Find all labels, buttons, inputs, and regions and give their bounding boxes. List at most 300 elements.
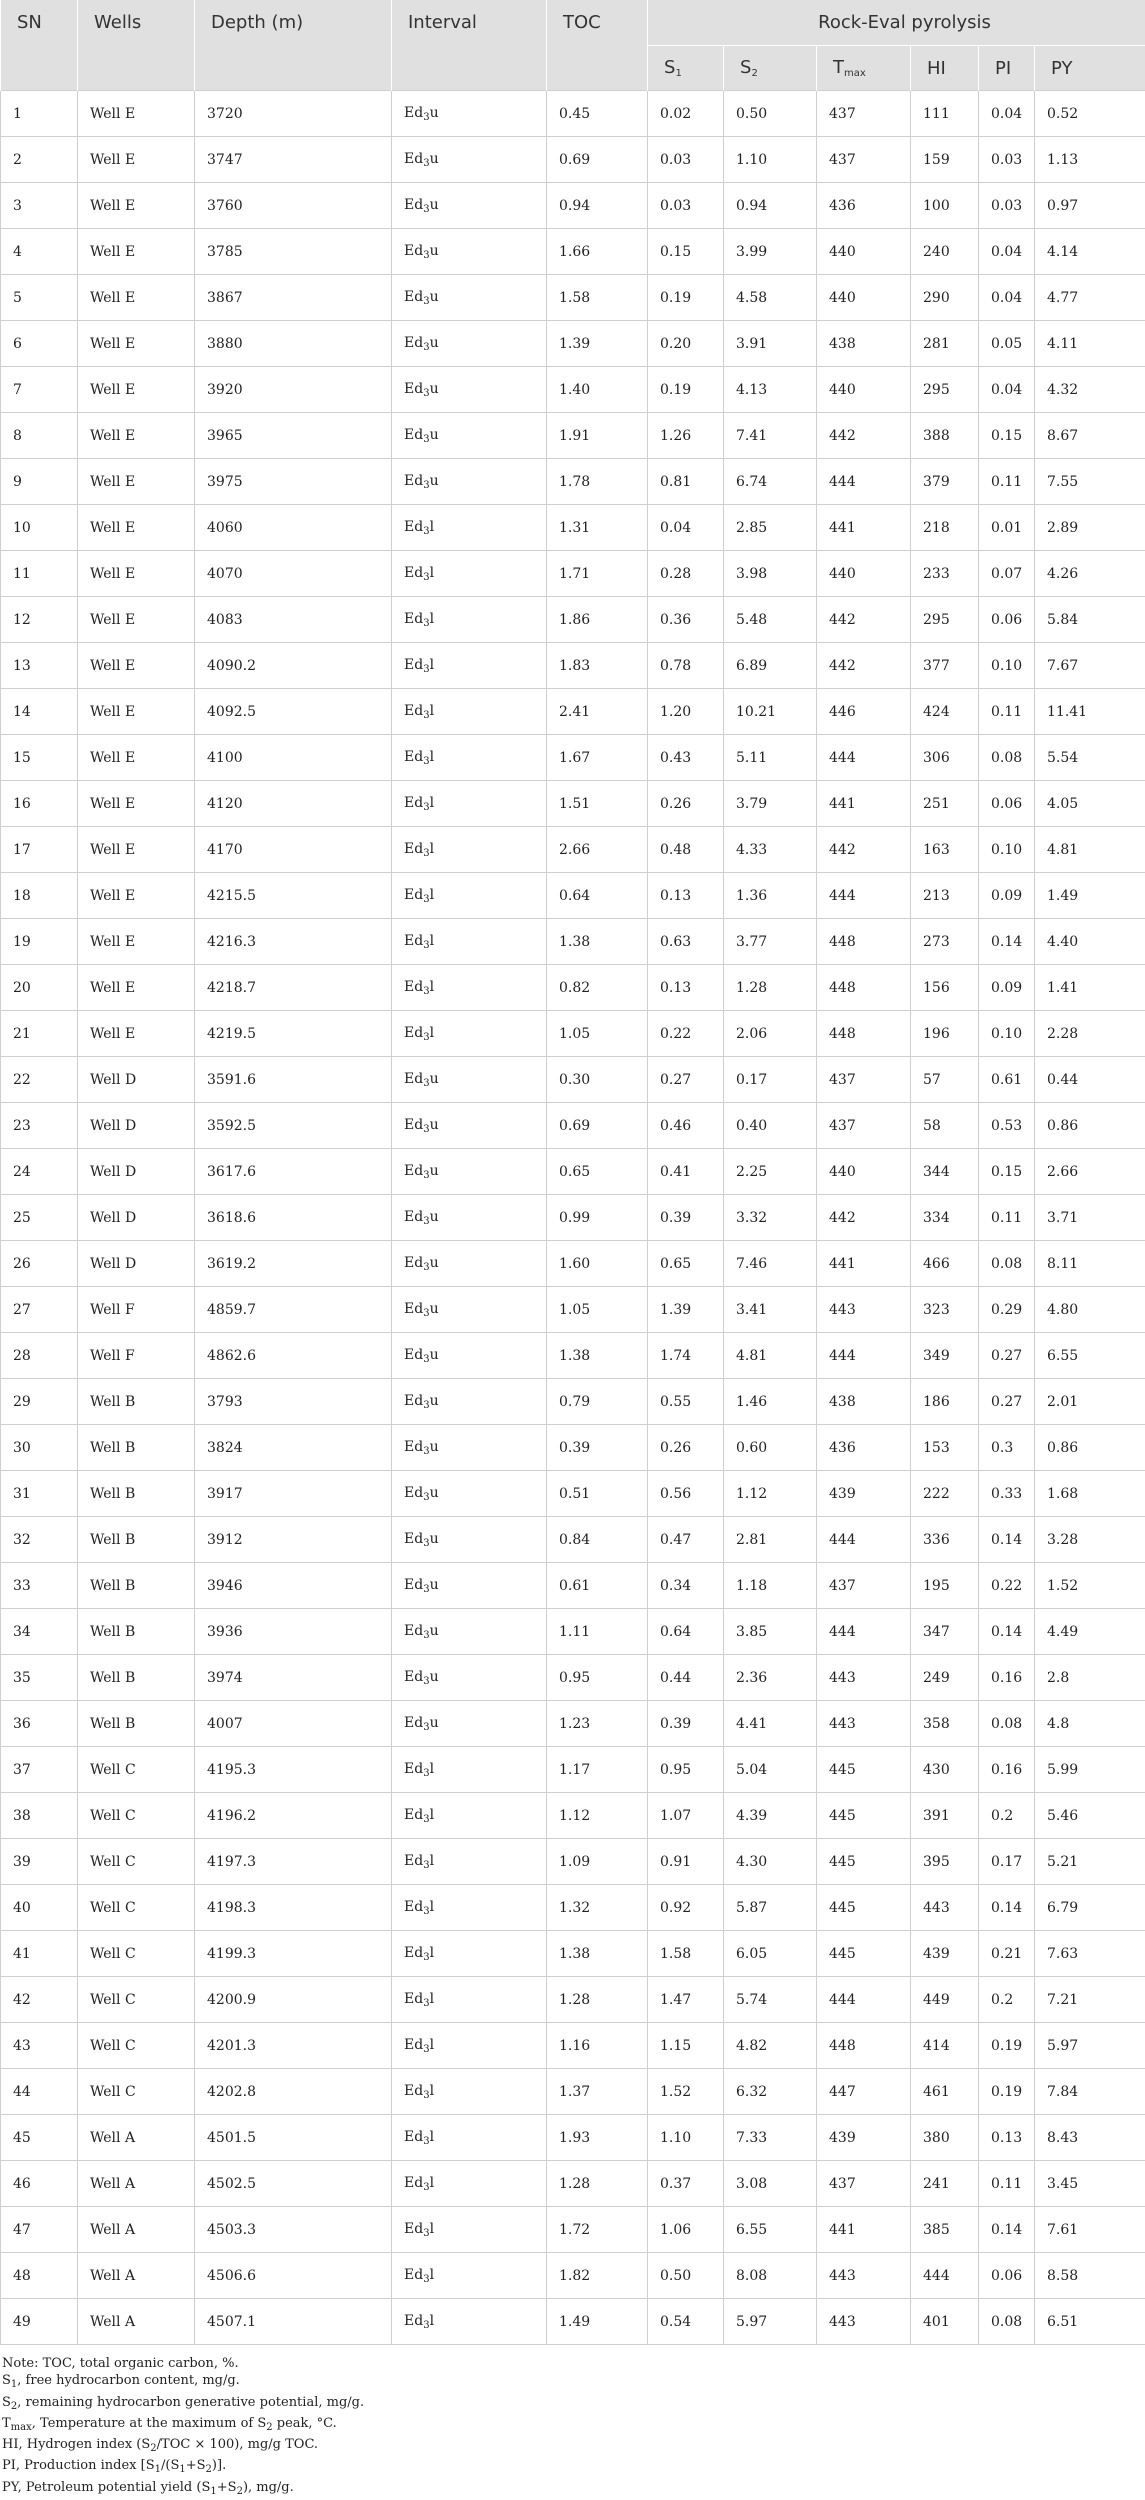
cell-toc: 0.39 [547, 1425, 648, 1471]
cell-hi: 57 [911, 1057, 979, 1103]
cell-s2: 1.36 [724, 873, 817, 919]
cell-s1: 1.06 [648, 2207, 724, 2253]
cell-toc: 1.12 [547, 1793, 648, 1839]
cell-s2: 3.41 [724, 1287, 817, 1333]
cell-py: 8.58 [1035, 2253, 1145, 2299]
cell-interval: $Ed_3u$ [392, 1609, 547, 1655]
cell-well: Well D [78, 1149, 195, 1195]
cell-interval: $Ed_3l$ [392, 1839, 547, 1885]
cell-well: Well E [78, 781, 195, 827]
cell-py: 8.11 [1035, 1241, 1145, 1287]
cell-toc: 1.83 [547, 643, 648, 689]
cell-toc: 0.64 [547, 873, 648, 919]
cell-py: 5.21 [1035, 1839, 1145, 1885]
cell-toc: 1.66 [547, 229, 648, 275]
cell-pi: 0.04 [979, 229, 1035, 275]
cell-well: Well B [78, 1655, 195, 1701]
cell-sn: 5 [1, 275, 78, 321]
table-row [1, 1839, 1145, 1885]
cell-s1: 0.34 [648, 1563, 724, 1609]
cell-pi: 0.10 [979, 643, 1035, 689]
cell-sn: 47 [1, 2207, 78, 2253]
cell-hi: 58 [911, 1103, 979, 1149]
cell-hi: 344 [911, 1149, 979, 1195]
cell-sn: 40 [1, 1885, 78, 1931]
cell-hi: 153 [911, 1425, 979, 1471]
cell-s1: 0.27 [648, 1057, 724, 1103]
cell-well: Well E [78, 597, 195, 643]
cell-depth: 3619.2 [195, 1241, 392, 1287]
cell-py: 7.63 [1035, 1931, 1145, 1977]
cell-toc: 0.94 [547, 183, 648, 229]
cell-tmax: 441 [817, 1241, 911, 1287]
cell-tmax: 444 [817, 1977, 911, 2023]
cell-s1: 0.04 [648, 505, 724, 551]
cell-toc: 2.66 [547, 827, 648, 873]
cell-s1: 0.81 [648, 459, 724, 505]
cell-s1: 0.02 [648, 91, 724, 137]
cell-sn: 44 [1, 2069, 78, 2115]
cell-s1: 0.13 [648, 965, 724, 1011]
cell-interval: $Ed_3l$ [392, 1793, 547, 1839]
cell-interval: $Ed_3u$ [392, 367, 547, 413]
cell-s2: 2.81 [724, 1517, 817, 1563]
cell-sn: 42 [1, 1977, 78, 2023]
cell-toc: 1.93 [547, 2115, 648, 2161]
cell-well: Well E [78, 459, 195, 505]
cell-sn: 46 [1, 2161, 78, 2207]
cell-s2: 2.85 [724, 505, 817, 551]
cell-interval: $Ed_3u$ [392, 1149, 547, 1195]
cell-py: 5.99 [1035, 1747, 1145, 1793]
table-row [1, 1195, 1145, 1241]
cell-hi: 273 [911, 919, 979, 965]
cell-pi: 0.04 [979, 275, 1035, 321]
cell-interval: $Ed_3l$ [392, 735, 547, 781]
cell-sn: 41 [1, 1931, 78, 1977]
cell-s1: 0.47 [648, 1517, 724, 1563]
cell-pi: 0.11 [979, 2161, 1035, 2207]
cell-py: 2.28 [1035, 1011, 1145, 1057]
table-row [1, 1011, 1145, 1057]
cell-depth: 3880 [195, 321, 392, 367]
cell-s1: 1.26 [648, 413, 724, 459]
cell-hi: 295 [911, 597, 979, 643]
cell-py: 6.55 [1035, 1333, 1145, 1379]
table-row [1, 1471, 1145, 1517]
cell-interval: $Ed_3l$ [392, 2115, 547, 2161]
cell-s2: 8.08 [724, 2253, 817, 2299]
cell-interval: $Ed_3u$ [392, 1379, 547, 1425]
cell-s2: 7.41 [724, 413, 817, 459]
cell-toc: 0.82 [547, 965, 648, 1011]
cell-tmax: 437 [817, 1057, 911, 1103]
cell-hi: 414 [911, 2023, 979, 2069]
cell-sn: 30 [1, 1425, 78, 1471]
cell-toc: 0.99 [547, 1195, 648, 1241]
cell-s1: 0.19 [648, 275, 724, 321]
cell-well: Well A [78, 2161, 195, 2207]
table-row [1, 275, 1145, 321]
cell-s1: 1.20 [648, 689, 724, 735]
cell-s1: 0.03 [648, 137, 724, 183]
cell-well: Well B [78, 1563, 195, 1609]
cell-s2: 6.55 [724, 2207, 817, 2253]
cell-well: Well E [78, 689, 195, 735]
cell-py: 5.54 [1035, 735, 1145, 781]
cell-s2: 7.33 [724, 2115, 817, 2161]
cell-tmax: 443 [817, 1655, 911, 1701]
cell-s2: 0.40 [724, 1103, 817, 1149]
cell-s2: 3.79 [724, 781, 817, 827]
cell-pi: 0.3 [979, 1425, 1035, 1471]
cell-well: Well C [78, 2069, 195, 2115]
cell-toc: 1.60 [547, 1241, 648, 1287]
cell-tmax: 448 [817, 965, 911, 1011]
table-row [1, 781, 1145, 827]
cell-toc: 0.69 [547, 137, 648, 183]
cell-pi: 0.29 [979, 1287, 1035, 1333]
cell-sn: 19 [1, 919, 78, 965]
cell-well: Well E [78, 505, 195, 551]
cell-depth: 4090.2 [195, 643, 392, 689]
cell-py: 1.41 [1035, 965, 1145, 1011]
cell-py: 4.8 [1035, 1701, 1145, 1747]
cell-pi: 0.09 [979, 873, 1035, 919]
cell-depth: 3618.6 [195, 1195, 392, 1241]
cell-s1: 0.26 [648, 1425, 724, 1471]
cell-well: Well C [78, 2023, 195, 2069]
header-py: PY [1035, 46, 1145, 91]
cell-interval: $Ed_3l$ [392, 597, 547, 643]
cell-toc: 1.28 [547, 1977, 648, 2023]
cell-interval: $Ed_3l$ [392, 1931, 547, 1977]
cell-sn: 8 [1, 413, 78, 459]
cell-py: 0.86 [1035, 1425, 1145, 1471]
cell-py: 1.13 [1035, 137, 1145, 183]
cell-s1: 0.39 [648, 1701, 724, 1747]
cell-s2: 4.58 [724, 275, 817, 321]
cell-tmax: 440 [817, 1149, 911, 1195]
cell-interval: $Ed_3l$ [392, 873, 547, 919]
cell-py: 4.80 [1035, 1287, 1145, 1333]
cell-pi: 0.05 [979, 321, 1035, 367]
cell-py: 0.86 [1035, 1103, 1145, 1149]
cell-s1: 1.07 [648, 1793, 724, 1839]
cell-tmax: 437 [817, 2161, 911, 2207]
cell-toc: 2.41 [547, 689, 648, 735]
cell-s2: 7.46 [724, 1241, 817, 1287]
cell-well: Well C [78, 1839, 195, 1885]
cell-interval: $Ed_3l$ [392, 2161, 547, 2207]
cell-sn: 29 [1, 1379, 78, 1425]
cell-sn: 14 [1, 689, 78, 735]
cell-toc: 1.38 [547, 919, 648, 965]
cell-hi: 233 [911, 551, 979, 597]
cell-interval: $Ed_3l$ [392, 2069, 547, 2115]
cell-depth: 4083 [195, 597, 392, 643]
cell-sn: 32 [1, 1517, 78, 1563]
header-hi: HI [911, 46, 979, 91]
cell-tmax: 439 [817, 2115, 911, 2161]
cell-pi: 0.08 [979, 1241, 1035, 1287]
cell-interval: $Ed_3u$ [392, 137, 547, 183]
cell-s1: 0.63 [648, 919, 724, 965]
cell-py: 1.68 [1035, 1471, 1145, 1517]
cell-pi: 0.14 [979, 1609, 1035, 1655]
cell-interval: $Ed_3l$ [392, 1747, 547, 1793]
cell-pi: 0.19 [979, 2069, 1035, 2115]
cell-sn: 48 [1, 2253, 78, 2299]
cell-hi: 249 [911, 1655, 979, 1701]
cell-s2: 3.99 [724, 229, 817, 275]
cell-depth: 4215.5 [195, 873, 392, 919]
cell-tmax: 440 [817, 275, 911, 321]
table-row [1, 1885, 1145, 1931]
cell-depth: 4862.6 [195, 1333, 392, 1379]
cell-well: Well E [78, 321, 195, 367]
cell-s1: 0.20 [648, 321, 724, 367]
cell-tmax: 447 [817, 2069, 911, 2115]
cell-interval: $Ed_3u$ [392, 1103, 547, 1149]
cell-sn: 11 [1, 551, 78, 597]
cell-sn: 15 [1, 735, 78, 781]
cell-tmax: 440 [817, 367, 911, 413]
note-line: PY, Petroleum potential yield $(S_1+S_2)$, mg/g. [2, 2479, 1145, 2500]
cell-depth: 4859.7 [195, 1287, 392, 1333]
cell-toc: 1.16 [547, 2023, 648, 2069]
note-line: $S_2$, remaining hydrocarbon generative potential, mg/g. [2, 2394, 1145, 2415]
cell-sn: 2 [1, 137, 78, 183]
cell-py: 5.46 [1035, 1793, 1145, 1839]
cell-hi: 196 [911, 1011, 979, 1057]
cell-toc: 1.71 [547, 551, 648, 597]
cell-s2: 5.74 [724, 1977, 817, 2023]
cell-s1: 0.15 [648, 229, 724, 275]
cell-interval: $Ed_3u$ [392, 1287, 547, 1333]
cell-s2: 6.89 [724, 643, 817, 689]
note-line: $S_1$, free hydrocarbon content, mg/g. [2, 2372, 1145, 2393]
cell-toc: 1.09 [547, 1839, 648, 1885]
cell-s2: 1.10 [724, 137, 817, 183]
table-row [1, 367, 1145, 413]
cell-well: Well A [78, 2253, 195, 2299]
cell-tmax: 448 [817, 1011, 911, 1057]
cell-sn: 38 [1, 1793, 78, 1839]
cell-sn: 27 [1, 1287, 78, 1333]
cell-py: 5.84 [1035, 597, 1145, 643]
cell-s2: 4.82 [724, 2023, 817, 2069]
table-header [1, 0, 1145, 91]
cell-well: Well E [78, 367, 195, 413]
cell-sn: 10 [1, 505, 78, 551]
cell-s2: 5.48 [724, 597, 817, 643]
cell-sn: 17 [1, 827, 78, 873]
cell-interval: $Ed_3u$ [392, 1195, 547, 1241]
cell-interval: $Ed_3u$ [392, 413, 547, 459]
cell-depth: 4170 [195, 827, 392, 873]
cell-tmax: 442 [817, 827, 911, 873]
cell-hi: 443 [911, 1885, 979, 1931]
cell-interval: $Ed_3u$ [392, 1517, 547, 1563]
cell-hi: 358 [911, 1701, 979, 1747]
cell-depth: 4507.1 [195, 2299, 392, 2345]
cell-py: 2.89 [1035, 505, 1145, 551]
table-row [1, 229, 1145, 275]
header-interval: Interval [392, 0, 547, 91]
cell-toc: 1.31 [547, 505, 648, 551]
cell-s2: 0.50 [724, 91, 817, 137]
cell-well: Well E [78, 229, 195, 275]
cell-depth: 4199.3 [195, 1931, 392, 1977]
note-line: Note: TOC, total organic carbon, %. [2, 2355, 1145, 2372]
cell-sn: 31 [1, 1471, 78, 1517]
cell-pi: 0.61 [979, 1057, 1035, 1103]
cell-interval: $Ed_3l$ [392, 1011, 547, 1057]
cell-depth: 4502.5 [195, 2161, 392, 2207]
cell-well: Well A [78, 2299, 195, 2345]
cell-py: 5.97 [1035, 2023, 1145, 2069]
cell-sn: 24 [1, 1149, 78, 1195]
cell-pi: 0.2 [979, 1793, 1035, 1839]
cell-pi: 0.17 [979, 1839, 1035, 1885]
cell-pi: 0.04 [979, 91, 1035, 137]
cell-s2: 4.30 [724, 1839, 817, 1885]
cell-depth: 4202.8 [195, 2069, 392, 2115]
note-line: $T_{max}$, Temperature at the maximum of $S_2$ peak, °C. [2, 2415, 1145, 2436]
cell-well: Well B [78, 1517, 195, 1563]
cell-hi: 401 [911, 2299, 979, 2345]
cell-hi: 444 [911, 2253, 979, 2299]
cell-hi: 213 [911, 873, 979, 919]
cell-hi: 251 [911, 781, 979, 827]
cell-sn: 39 [1, 1839, 78, 1885]
cell-py: 3.71 [1035, 1195, 1145, 1241]
cell-tmax: 437 [817, 1563, 911, 1609]
cell-interval: $Ed_3l$ [392, 827, 547, 873]
cell-interval: $Ed_3l$ [392, 643, 547, 689]
cell-tmax: 436 [817, 1425, 911, 1471]
table-row [1, 2115, 1145, 2161]
cell-interval: $Ed_3l$ [392, 919, 547, 965]
cell-tmax: 440 [817, 551, 911, 597]
cell-py: 3.28 [1035, 1517, 1145, 1563]
cell-pi: 0.27 [979, 1333, 1035, 1379]
note-line: PI, Production index $[S_1/(S_1+S_2)]$. [2, 2457, 1145, 2478]
cell-interval: $Ed_3u$ [392, 1057, 547, 1103]
cell-toc: 0.65 [547, 1149, 648, 1195]
cell-sn: 21 [1, 1011, 78, 1057]
cell-depth: 3824 [195, 1425, 392, 1471]
cell-depth: 3965 [195, 413, 392, 459]
cell-depth: 4201.3 [195, 2023, 392, 2069]
cell-toc: 0.84 [547, 1517, 648, 1563]
table-row [1, 1103, 1145, 1149]
cell-py: 0.44 [1035, 1057, 1145, 1103]
table-row [1, 1517, 1145, 1563]
table-row [1, 1563, 1145, 1609]
table-row [1, 1241, 1145, 1287]
table-row [1, 1931, 1145, 1977]
cell-toc: 0.95 [547, 1655, 648, 1701]
cell-tmax: 443 [817, 1701, 911, 1747]
cell-well: Well F [78, 1287, 195, 1333]
cell-pi: 0.11 [979, 459, 1035, 505]
cell-tmax: 448 [817, 2023, 911, 2069]
cell-toc: 1.86 [547, 597, 648, 643]
cell-s2: 0.60 [724, 1425, 817, 1471]
cell-pi: 0.10 [979, 827, 1035, 873]
cell-interval: $Ed_3l$ [392, 1977, 547, 2023]
cell-well: Well D [78, 1057, 195, 1103]
cell-toc: 1.32 [547, 1885, 648, 1931]
cell-sn: 18 [1, 873, 78, 919]
cell-s1: 0.78 [648, 643, 724, 689]
cell-s2: 5.11 [724, 735, 817, 781]
cell-py: 11.41 [1035, 689, 1145, 735]
cell-s2: 3.85 [724, 1609, 817, 1655]
cell-toc: 1.51 [547, 781, 648, 827]
cell-sn: 6 [1, 321, 78, 367]
table-row [1, 873, 1145, 919]
cell-s1: 0.50 [648, 2253, 724, 2299]
table-row [1, 1425, 1145, 1471]
cell-s1: 0.19 [648, 367, 724, 413]
cell-hi: 377 [911, 643, 979, 689]
table-row [1, 321, 1145, 367]
cell-tmax: 437 [817, 1103, 911, 1149]
cell-s1: 0.48 [648, 827, 724, 873]
cell-s2: 4.13 [724, 367, 817, 413]
cell-sn: 36 [1, 1701, 78, 1747]
cell-well: Well E [78, 873, 195, 919]
cell-s1: 0.64 [648, 1609, 724, 1655]
cell-tmax: 441 [817, 781, 911, 827]
table-row [1, 505, 1145, 551]
cell-toc: 1.82 [547, 2253, 648, 2299]
cell-pi: 0.08 [979, 1701, 1035, 1747]
header-s1: $S_1$ [648, 46, 724, 91]
cell-sn: 23 [1, 1103, 78, 1149]
cell-s2: 0.17 [724, 1057, 817, 1103]
header-s2: $S_2$ [724, 46, 817, 91]
cell-hi: 424 [911, 689, 979, 735]
cell-pi: 0.11 [979, 1195, 1035, 1241]
cell-pi: 0.03 [979, 137, 1035, 183]
cell-s2: 6.05 [724, 1931, 817, 1977]
cell-interval: $Ed_3u$ [392, 275, 547, 321]
cell-depth: 4506.6 [195, 2253, 392, 2299]
cell-pi: 0.19 [979, 2023, 1035, 2069]
cell-depth: 4195.3 [195, 1747, 392, 1793]
cell-tmax: 436 [817, 183, 911, 229]
cell-well: Well D [78, 1241, 195, 1287]
cell-s2: 3.98 [724, 551, 817, 597]
table-row [1, 2299, 1145, 2345]
cell-hi: 349 [911, 1333, 979, 1379]
cell-hi: 281 [911, 321, 979, 367]
cell-depth: 4092.5 [195, 689, 392, 735]
cell-hi: 163 [911, 827, 979, 873]
cell-well: Well C [78, 1931, 195, 1977]
cell-hi: 449 [911, 1977, 979, 2023]
cell-s1: 0.91 [648, 1839, 724, 1885]
cell-s2: 4.41 [724, 1701, 817, 1747]
cell-s2: 4.81 [724, 1333, 817, 1379]
cell-interval: $Ed_3l$ [392, 551, 547, 597]
cell-depth: 3617.6 [195, 1149, 392, 1195]
cell-py: 1.49 [1035, 873, 1145, 919]
